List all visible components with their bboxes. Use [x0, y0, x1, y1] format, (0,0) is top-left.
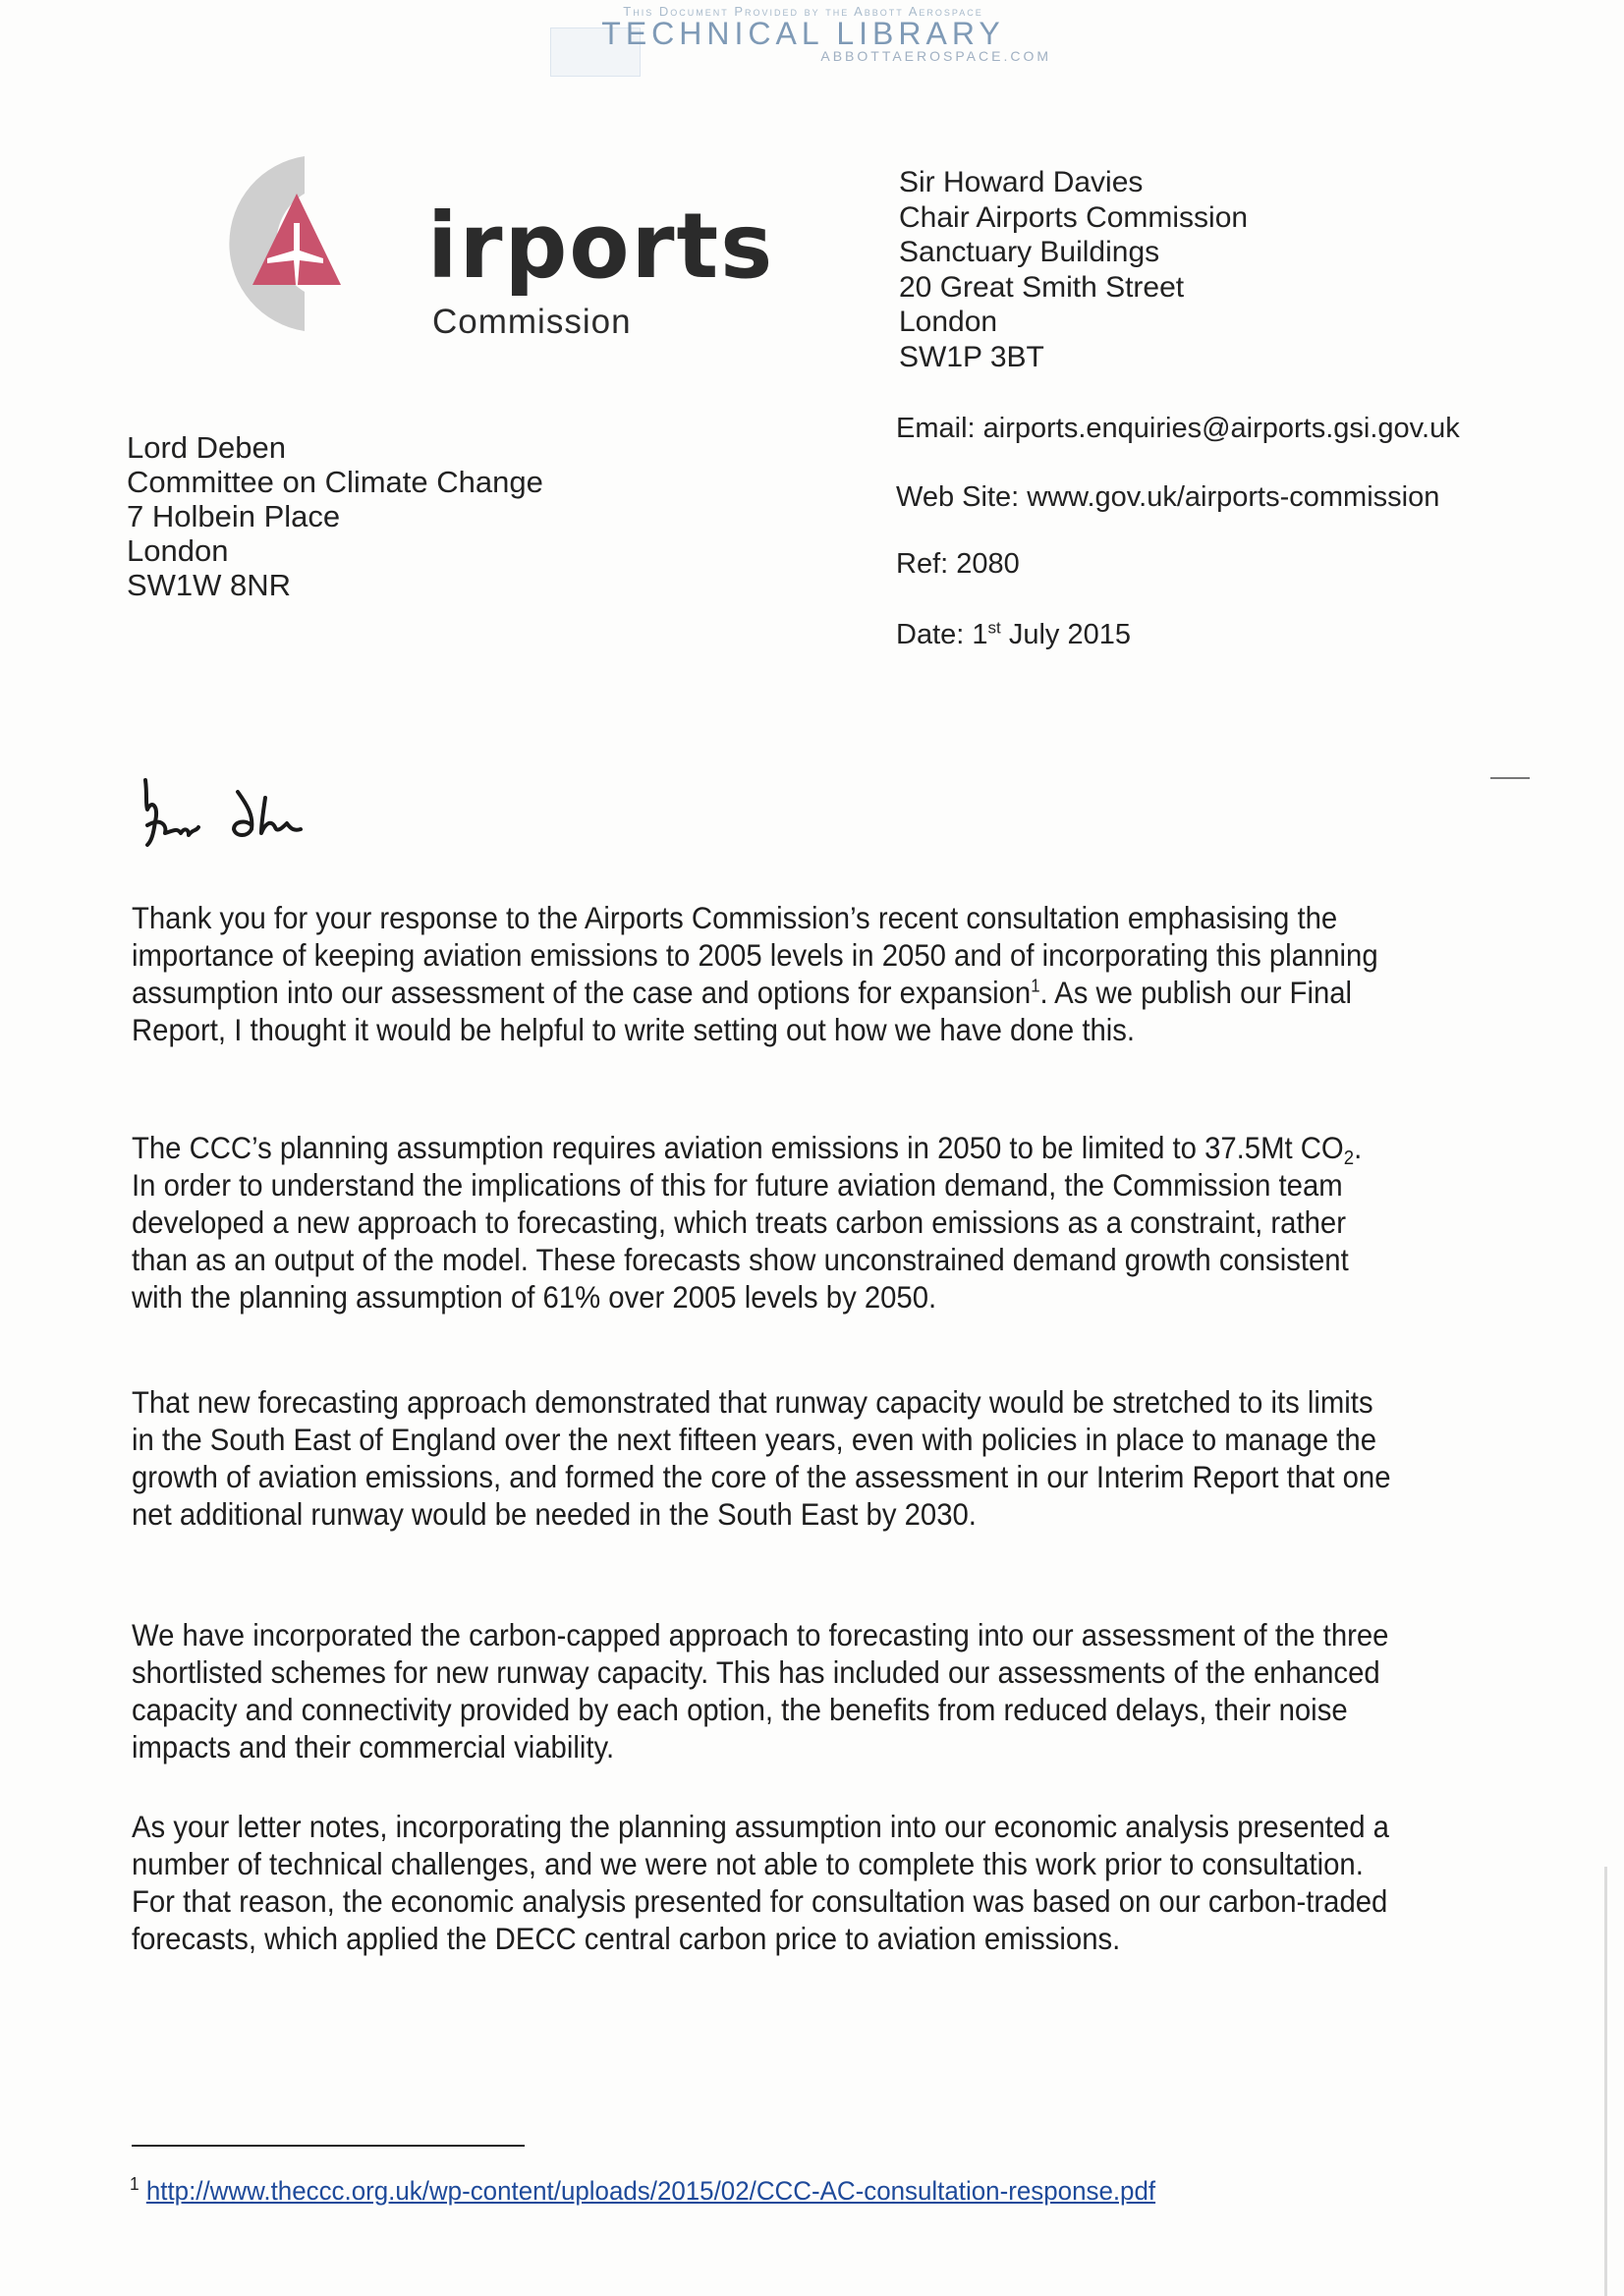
- sender-email-line: [896, 413, 1460, 445]
- body-paragraph-3: That new forecasting approach demonstrated that runway capacity would be stretched to its limits in the South East of England over the next fifteen years, even with policies in place to manage the growth of aviation emissions, and formed the core of the assessment in our Interim Report that one net additional runway would be needed in the South East by 2030.: [132, 1384, 1391, 1532]
- body-paragraph-5: As your letter notes, incorporating the planning assumption into our economic analysis presented a number of technical challenges, and we were not able to complete this work prior to consultation. For that reason, the economic analysis presented for consultation was based on our carbon-traded forecasts, which applied the DECC central carbon price to aviation emissions.: [132, 1809, 1389, 1956]
- ref-value: 2080: [956, 548, 1020, 580]
- sender-address: [899, 165, 1248, 374]
- footnote-link[interactable]: http://www.theccc.org.uk/wp-content/uploads/2015/02/CCC-AC-consultation-response.pdf: [145, 2176, 1156, 2206]
- sender-city: London: [899, 306, 998, 338]
- date-label: Date:: [896, 619, 965, 650]
- recipient-name: Lord Deben: [127, 430, 287, 465]
- logo-wordmark: irports: [427, 194, 775, 299]
- footnote-number: 1: [130, 2174, 140, 2194]
- page-edge-shadow: [1604, 1867, 1607, 2296]
- body-paragraph-1: Thank you for your response to the Airports Commission’s recent consultation emphasising the importance of keeping aviation emissions to 2005 levels in 2050 and of incorporating this planning assumption into our assessment of the case and options for expansion$^1$. As we publish our Final Report, I thought it would be helpful to write setting out how we have done this.: [132, 900, 1378, 1047]
- logo-subtitle: Commission: [432, 303, 632, 341]
- sender-street: 20 Great Smith Street: [899, 270, 1185, 304]
- recipient-city: London: [127, 533, 229, 568]
- date-line: [896, 619, 1131, 651]
- footnote: [130, 2176, 1155, 2207]
- sender-postcode: SW1P 3BT: [899, 340, 1044, 373]
- footnote-reference[interactable]: 1: [1031, 976, 1040, 996]
- watermark-title: TECHNICAL LIBRARY: [601, 16, 1005, 51]
- website-label: Web Site:: [896, 481, 1020, 513]
- recipient-organisation: Committee on Climate Change: [127, 465, 543, 499]
- email-value[interactable]: airports.enquiries@airports.gsi.gov.uk: [982, 413, 1460, 444]
- watermark: [545, 4, 1061, 64]
- watermark-url: ABBOTTAEROSPACE.COM: [820, 48, 1051, 64]
- body-paragraph-4: We have incorporated the carbon-capped approach to forecasting into our assessment of the three shortlisted schemes for new runway capacity. This has included our assessments of the enhanced capacity and connectivity provided by each option, the benefits from reduced delays, their noise impacts and their commercial viability.: [132, 1617, 1389, 1764]
- date-suffix: st: [987, 618, 1001, 638]
- handwritten-salutation-icon: [138, 776, 393, 855]
- date-rest: July 2015: [1008, 619, 1131, 650]
- footnote-separator: [132, 2145, 525, 2147]
- recipient-address: [127, 430, 543, 602]
- ref-label: Ref:: [896, 548, 949, 580]
- body-paragraph-2: The CCC’s planning assumption requires aviation emissions in 2050 to be limited to 37.5Mt $CO_2$. In order to understand the implications of this for future aviation demand, the Commission team developed a new approach to forecasting, which treats carbon emissions as a constraint, rather than as an output of the model. These forecasts show unconstrained demand growth consistent with the planning assumption of 61% over 2005 levels by 2050.: [132, 1130, 1363, 1315]
- watermark-provider-line: This Document Provided by the Abbott Aerospace: [623, 4, 983, 19]
- website-value[interactable]: www.gov.uk/airports-commission: [1027, 481, 1440, 513]
- sender-building: Sanctuary Buildings: [899, 236, 1160, 268]
- margin-mark: [1490, 777, 1530, 779]
- sender-website-line: [896, 481, 1439, 514]
- date-day: 1: [972, 619, 988, 650]
- email-label: Email:: [896, 413, 976, 444]
- sender-name: Sir Howard Davies: [899, 166, 1144, 198]
- recipient-street: 7 Holbein Place: [127, 499, 341, 533]
- reference-line: [896, 548, 1020, 581]
- sender-title: Chair Airports Commission: [899, 200, 1249, 234]
- recipient-postcode: SW1W 8NR: [127, 568, 292, 602]
